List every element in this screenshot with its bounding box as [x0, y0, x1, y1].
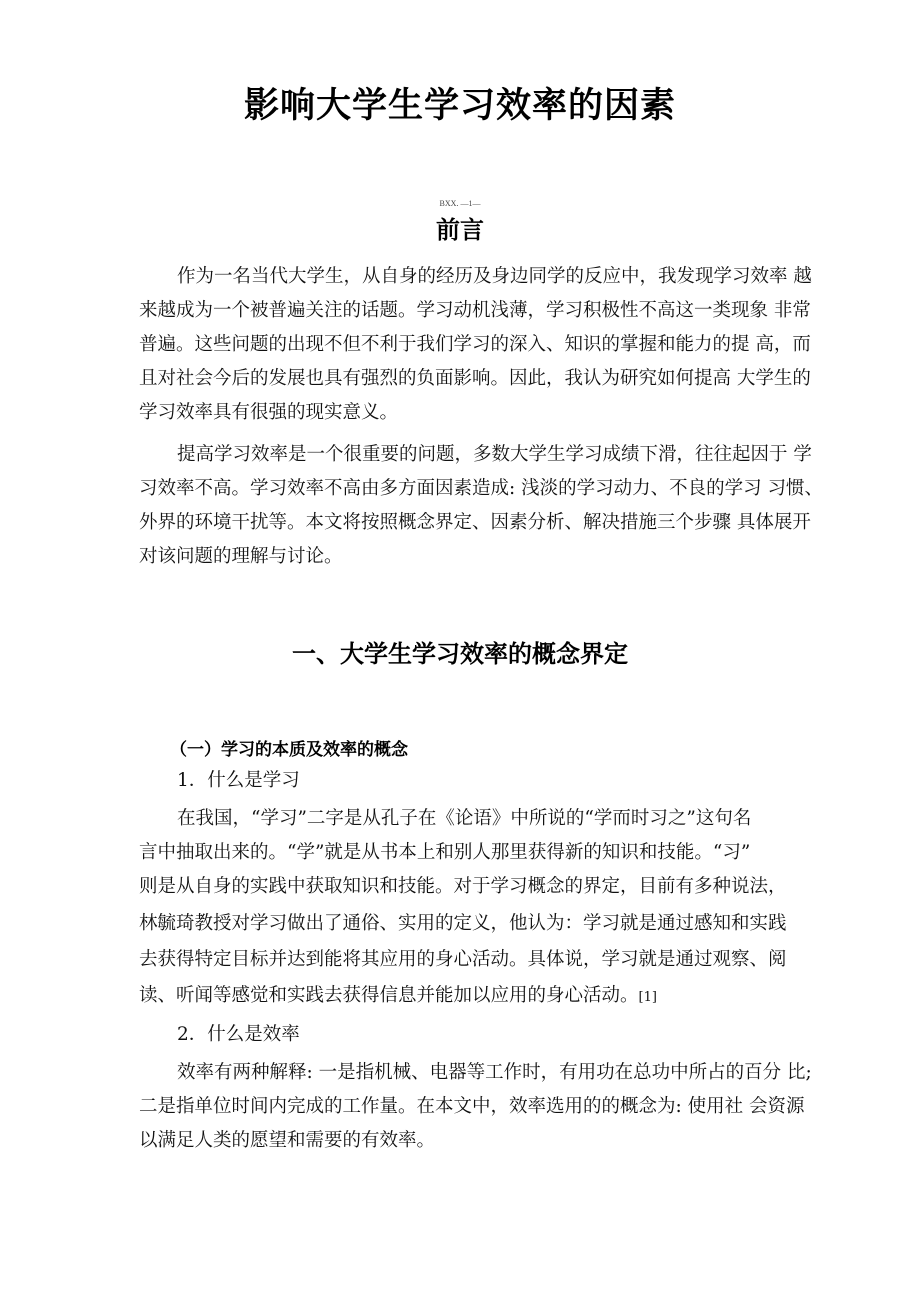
text-line: 来越成为一个被普遍关注的话题。学习动机浅薄，学习积极性不高这一类现象 非常 — [139, 300, 811, 321]
text-line-with-citation — [139, 981, 657, 1007]
preface-heading: 前言 — [436, 216, 484, 244]
citation-link[interactable]: [1] — [638, 990, 657, 1005]
text-line: 作为一名当代大学生，从自身的经历及身边同学的反应中，我发现学习效率 越 — [177, 266, 812, 287]
text-line: 去获得特定目标并达到能将其应用的身心活动。具体说，学习就是通过观察、阅 — [139, 949, 787, 970]
item-1-heading: 1．什么是学习 — [177, 770, 300, 791]
page-number-mark: BXX. —1— — [439, 199, 481, 208]
text-line: 学习效率具有很强的现实意义。 — [139, 402, 399, 423]
section-1-heading: 一、大学生学习效率的概念界定 — [292, 640, 628, 668]
document-title: 影响大学生学习效率的因素 — [243, 86, 676, 126]
text-line: 则是从自身的实践中获取知识和技能。对于学习概念的界定，目前有多种说法， — [139, 876, 787, 897]
text-line: 普遍。这些问题的出现不但不利于我们学习的深入、知识的掌握和能力的提 高，而 — [139, 334, 811, 355]
text-line: 对该问题的理解与讨论。 — [139, 546, 343, 567]
text-line: 林毓琦教授对学习做出了通俗、实用的定义，他认为：学习就是通过感知和实践 — [139, 913, 787, 934]
text-line: 读、听闻等感觉和实践去获得信息并能加以应用的身心活动。 — [139, 985, 639, 1006]
text-line: 效率有两种解释: 一是指机械、电器等工作时，有用功在总功中所占的百分 比; — [177, 1062, 812, 1083]
text-line: 言中抽取出来的。“学”就是从书本上和别人那里获得新的知识和技能。“习” — [139, 842, 751, 863]
text-line: 且对社会今后的发展也具有强烈的负面影响。因此，我认为研究如何提高 大学生的 — [139, 368, 811, 389]
subsection-1-heading: （一）学习的本质及效率的概念 — [170, 740, 408, 760]
text-line: 外界的环境干扰等。本文将按照概念界定、因素分析、解决措施三个步骤 具体展开 — [139, 512, 811, 533]
item-2-heading: 2．什么是效率 — [177, 1024, 300, 1045]
text-line: 在我国，“学习”二字是从孔子在《论语》中所说的“学而时习之”这句名 — [177, 808, 752, 829]
text-line: 以满足人类的愿望和需要的有效率。 — [139, 1130, 436, 1151]
text-line: 习效率不高。学习效率不高由多方面因素造成: 浅淡的学习动力、不良的学习 习惯、 — [139, 478, 823, 499]
text-line: 二是指单位时间内完成的工作量。在本文中，效率选用的的概念为: 使用社 会资源 — [139, 1096, 805, 1117]
text-line: 提高学习效率是一个很重要的问题，多数大学生学习成绩下滑，往往起因于 学 — [177, 444, 812, 465]
